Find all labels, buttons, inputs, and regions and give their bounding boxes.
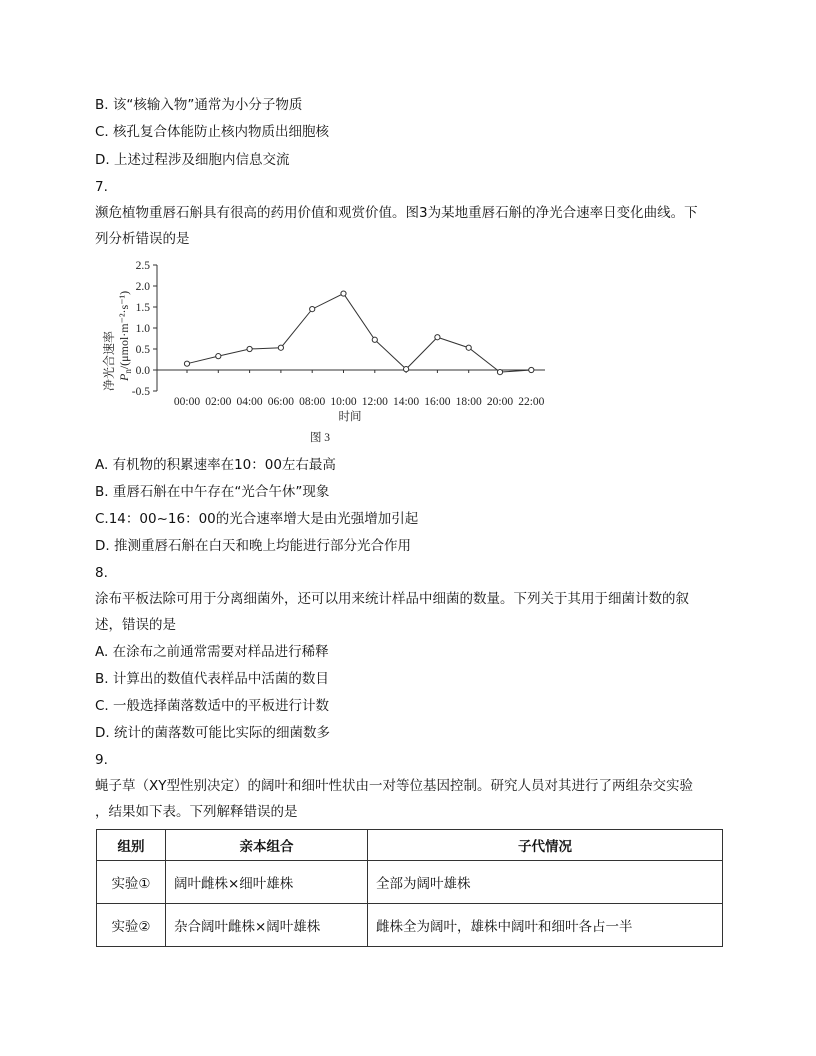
axes bbox=[157, 265, 545, 391]
svg-text:净光合速率 bbox=[101, 331, 116, 391]
q9-stem-line1: 蝇子草（XY型性别决定）的阔叶和细叶性状由一对等位基因控制。研究人员对其进行了两组杂交实验 bbox=[95, 778, 693, 794]
data-point bbox=[310, 307, 315, 312]
q7-option-a: A. 有机物的积累速率在10：00左右最高 bbox=[95, 457, 336, 473]
x-tick-label: 22:00 bbox=[518, 396, 545, 408]
x-tick-label: 10:00 bbox=[330, 396, 357, 408]
q6-option-c: C. 核孔复合体能防止核内物质出细胞核 bbox=[95, 124, 330, 140]
data-point bbox=[341, 291, 346, 296]
cell-group: 实验② bbox=[97, 904, 166, 947]
data-point bbox=[278, 345, 283, 350]
svg-text:Pn/(μmol·m⁻²·s⁻¹) bbox=[117, 291, 133, 382]
cross-experiment-table bbox=[96, 829, 723, 947]
table-row bbox=[97, 904, 723, 947]
q7-option-b: B. 重唇石斛在中午存在“光合午休”现象 bbox=[95, 484, 330, 500]
y-axis-label-subscript: n bbox=[123, 369, 133, 374]
y-tick-label: 0.0 bbox=[135, 365, 150, 377]
q6-option-b: B. 该“核输入物”通常为小分子物质 bbox=[95, 97, 303, 113]
data-point bbox=[184, 361, 189, 366]
data-point bbox=[466, 345, 471, 350]
header-parents: 亲本组合 bbox=[166, 830, 368, 861]
q8-number: 8. bbox=[95, 565, 108, 581]
q9-number: 9. bbox=[95, 752, 108, 768]
data-point bbox=[435, 335, 440, 340]
cell-parents: 阔叶雌株×细叶雄株 bbox=[166, 861, 368, 904]
data-point bbox=[497, 370, 502, 375]
q7-stem-line1: 濒危植物重唇石斛具有很高的药用价值和观赏价值。图3为某地重唇石斛的净光合速率日变化曲线。下 bbox=[95, 205, 698, 221]
x-tick-label: 12:00 bbox=[361, 396, 388, 408]
x-tick-label: 06:00 bbox=[267, 396, 295, 408]
y-tick-label: 2.5 bbox=[135, 260, 150, 272]
data-point bbox=[404, 367, 409, 372]
data-point bbox=[247, 346, 252, 351]
data-point bbox=[529, 367, 534, 372]
y-tick-label: 2.0 bbox=[135, 281, 150, 293]
x-tick-label: 18:00 bbox=[455, 396, 482, 408]
y-axis-label-unit: /(μmol·m⁻²·s⁻¹) bbox=[117, 290, 131, 370]
cell-parents: 杂合阔叶雌株×阔叶雄株 bbox=[166, 904, 368, 947]
q8-stem-line2: 述，错误的是 bbox=[95, 617, 176, 633]
x-ticks bbox=[174, 370, 545, 408]
q6-option-d: D. 上述过程涉及细胞内信息交流 bbox=[95, 152, 290, 168]
x-tick-label: 02:00 bbox=[205, 396, 232, 408]
cell-group: 实验① bbox=[97, 861, 166, 904]
q8-option-a: A. 在涂布之前通常需要对样品进行稀释 bbox=[95, 644, 329, 660]
y-tick-label: -0.5 bbox=[131, 386, 150, 398]
y-axis-label bbox=[101, 291, 133, 391]
y-tick-label: 1.5 bbox=[135, 302, 150, 314]
y-axis-label-symbol: P bbox=[117, 373, 131, 381]
figure-caption: 图 3 bbox=[309, 432, 331, 444]
cell-offspring: 全部为阔叶雄株 bbox=[368, 861, 723, 904]
x-tick-label: 14:00 bbox=[392, 396, 420, 408]
x-tick-label: 16:00 bbox=[424, 396, 451, 408]
y-ticks bbox=[132, 260, 157, 398]
q7-number: 7. bbox=[95, 179, 108, 195]
table-row bbox=[97, 861, 723, 904]
q7-stem-line2: 列分析错误的是 bbox=[95, 231, 190, 247]
q7-option-d: D. 推测重唇石斛在白天和晚上均能进行部分光合作用 bbox=[95, 538, 411, 554]
data-point bbox=[216, 354, 221, 359]
series-polyline bbox=[187, 294, 531, 373]
cell-offspring: 雌株全为阔叶，雄株中阔叶和细叶各占一半 bbox=[368, 904, 723, 947]
header-group: 组别 bbox=[97, 830, 166, 861]
q8-option-b: B. 计算出的数值代表样品中活菌的数目 bbox=[95, 671, 329, 687]
q9-stem-line2: ，结果如下表。下列解释错误的是 bbox=[95, 804, 298, 820]
data-point bbox=[372, 337, 377, 342]
x-tick-label: 08:00 bbox=[299, 396, 326, 408]
x-tick-label: 04:00 bbox=[236, 396, 263, 408]
series-line bbox=[184, 291, 534, 375]
q8-option-d: D. 统计的菌落数可能比实际的细菌数多 bbox=[95, 725, 330, 741]
q8-option-c: C. 一般选择菌落数适中的平板进行计数 bbox=[95, 698, 330, 714]
y-axis-label-main: 净光合速率 bbox=[102, 330, 116, 391]
x-tick-label: 20:00 bbox=[486, 396, 514, 408]
chart-svg bbox=[95, 255, 550, 447]
y-tick-label: 1.0 bbox=[135, 323, 150, 335]
x-tick-label: 00:00 bbox=[173, 396, 201, 408]
table-header-row bbox=[97, 830, 723, 861]
q7-option-c: C.14：00~16：00的光合速率增大是由光强增加引起 bbox=[95, 511, 419, 527]
q8-stem-line1: 涂布平板法除可用于分离细菌外，还可以用来统计样品中细菌的数量。下列关于其用于细菌计数的叙 bbox=[95, 591, 689, 607]
x-axis-label: 时间 bbox=[338, 411, 362, 423]
y-tick-label: 0.5 bbox=[135, 344, 150, 356]
header-offspring: 子代情况 bbox=[368, 830, 723, 861]
net-photosynthesis-chart bbox=[95, 255, 550, 447]
